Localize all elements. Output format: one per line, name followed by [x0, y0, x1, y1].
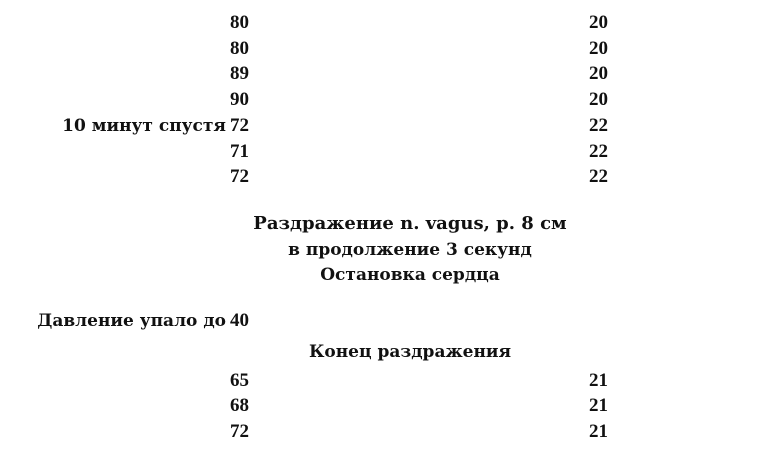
- stimulation-line-3: Остановка сердца: [320, 265, 500, 285]
- value-col-1: 72: [230, 421, 249, 442]
- value-col-1: 71: [230, 141, 249, 162]
- value-col-1: 90: [230, 89, 249, 110]
- value-col-1: 72: [230, 115, 249, 136]
- stimulation-line-2: в продолжение 3 секунд: [288, 240, 532, 260]
- value-col-2: 20: [589, 63, 608, 84]
- value-col-1: 68: [230, 395, 249, 416]
- pressure-label: Давление упало до: [37, 311, 226, 331]
- table-row: [0, 419, 760, 445]
- table-row: [0, 113, 760, 139]
- value-col-1: 80: [230, 12, 249, 33]
- value-col-2: 20: [589, 89, 608, 110]
- value-col-2: 22: [589, 141, 608, 162]
- table-row: [0, 10, 760, 36]
- value-col-2: 22: [589, 166, 608, 187]
- value-col-2: 20: [589, 12, 608, 33]
- value-col-2: 21: [589, 421, 608, 442]
- table-row: [0, 87, 760, 113]
- value-col-1: 72: [230, 166, 249, 187]
- table-row: [0, 393, 760, 419]
- value-col-2: 20: [589, 38, 608, 59]
- value-col-1: 80: [230, 38, 249, 59]
- value-col-2: 22: [589, 115, 608, 136]
- value-col-2: 21: [589, 370, 608, 391]
- value-col-2: 21: [589, 395, 608, 416]
- table-row: [0, 36, 760, 62]
- table-row: [0, 139, 760, 165]
- table-row: [0, 164, 760, 190]
- pressure-value: 40: [230, 310, 249, 331]
- end-note: Конец раздражения: [308, 342, 512, 362]
- table-row: [0, 61, 760, 87]
- value-col-1: 89: [230, 63, 249, 84]
- row-label: 10 минут спустя: [62, 116, 226, 136]
- table-row: [0, 368, 760, 394]
- value-col-1: 65: [230, 370, 249, 391]
- stimulation-line-1: Раздражение n. vagus, р. 8 см: [253, 213, 567, 234]
- pressure-row: [0, 308, 760, 334]
